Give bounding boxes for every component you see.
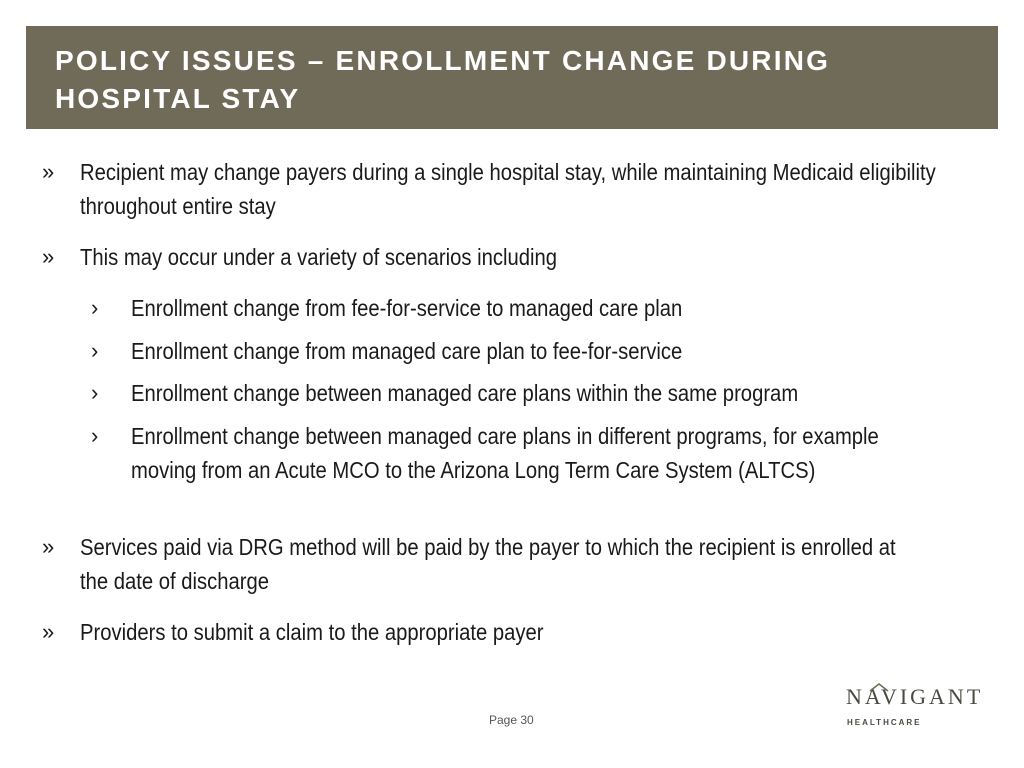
page-number: Page 30 <box>489 713 534 727</box>
list-item <box>80 240 1024 274</box>
slide-title: POLICY ISSUES – ENROLLMENT CHANGE DURING HOSPITAL STAY <box>55 45 831 114</box>
sub-bullet-marker: › <box>91 295 99 320</box>
bullet-marker: » <box>42 619 55 644</box>
sub-bullet-marker: › <box>91 338 99 363</box>
sub-list-item <box>131 376 1024 410</box>
title-banner <box>26 26 998 129</box>
logo-subtitle: HEALTHCARE <box>847 718 922 727</box>
sub-bullet-marker: › <box>91 423 99 448</box>
sub-list-item <box>131 419 1024 487</box>
sub-bullet-marker: › <box>91 380 99 405</box>
list-item <box>80 615 1024 649</box>
list-item-text: Recipient may change payers during a single hospital stay, while maintaining Medicaid eligibility throughout entire stay <box>80 159 936 219</box>
list-item <box>80 155 1024 223</box>
bullet-marker: » <box>42 534 55 559</box>
list-item <box>80 530 1020 598</box>
bullet-marker: » <box>42 244 55 269</box>
navigant-logo <box>846 684 984 732</box>
logo-chevron-icon <box>868 682 890 692</box>
sub-list-item-text: Enrollment change between managed care plans within the same program <box>131 380 799 406</box>
sub-list-item-text: Enrollment change between managed care plans in different programs, for example moving from an Acute MCO to the Arizona Long Term Care System (ALTCS) <box>131 423 879 483</box>
logo-wordmark: NAVIGANT <box>846 684 984 709</box>
sub-list-item <box>131 291 1024 325</box>
sub-list-item <box>131 334 1024 368</box>
list-item-text: This may occur under a variety of scenarios including <box>80 244 557 270</box>
sub-list-item-text: Enrollment change from fee-for-service to managed care plan <box>131 295 683 321</box>
sub-list-item-text: Enrollment change from managed care plan to fee-for-service <box>131 338 683 364</box>
bullet-marker: » <box>42 159 55 184</box>
list-item-text: Services paid via DRG method will be paid by the payer to which the recipient is enrolled at the date of discharge <box>80 534 896 594</box>
list-item-text: Providers to submit a claim to the appropriate payer <box>80 619 544 645</box>
